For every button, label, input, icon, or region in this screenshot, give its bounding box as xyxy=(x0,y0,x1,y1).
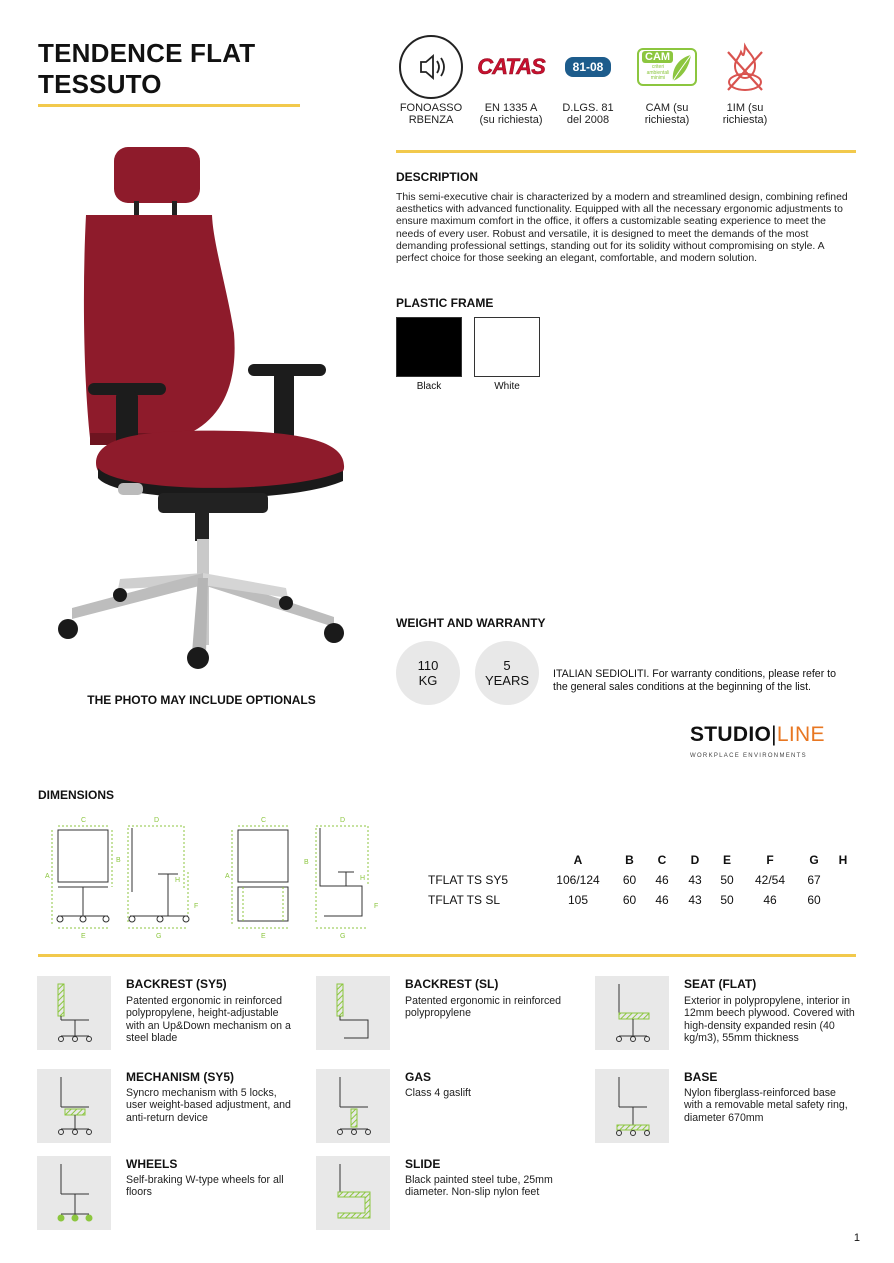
swatch-white xyxy=(474,317,540,377)
brand-name-left: STUDIO xyxy=(690,723,772,746)
warranty-value: 5 xyxy=(503,658,511,673)
cam-logo: CAM criteri ambientali minimi xyxy=(637,48,697,86)
dim-label-d1: D xyxy=(154,817,160,824)
dimension-drawings xyxy=(38,812,388,942)
dim-cell: 60 xyxy=(622,893,637,907)
feature-text: Self-braking W-type wheels for all floors xyxy=(126,1174,284,1199)
dim-label-a2: A xyxy=(225,873,230,880)
dim-label-f2: F xyxy=(374,903,379,910)
product-title-line1: TENDENCE FLAT xyxy=(38,38,256,68)
feature-title: SEAT (FLAT) xyxy=(684,977,757,991)
dim-cell xyxy=(825,890,861,910)
backrest-sy5-icon xyxy=(37,976,111,1050)
dim-col-c: C xyxy=(657,853,667,867)
brand-name-right: LINE xyxy=(776,723,825,746)
dim-cell: 42/54 xyxy=(754,873,786,887)
dim-cell: 106/124 xyxy=(556,873,600,887)
dim-label-b1: B xyxy=(116,857,121,864)
dimensions-table xyxy=(428,850,861,910)
feature-text: Exterior in polypropylene, interior in 12mm beech plywood. Covered with high-density expanded resin (40 kg/m3), 55mm thickness xyxy=(684,995,855,1044)
warranty-badge xyxy=(475,641,539,705)
swatch-white-label: White xyxy=(494,381,520,392)
dim-label-c2: C xyxy=(261,817,267,824)
dimensions-header-row xyxy=(428,850,861,870)
dim-cell xyxy=(825,870,861,890)
dim-cell: 43 xyxy=(688,893,702,907)
dim-col-f: F xyxy=(766,853,774,867)
base-icon xyxy=(595,1069,669,1143)
dim-cell: 43 xyxy=(688,873,702,887)
cert-catas-label: EN 1335 A (su richiesta) xyxy=(479,102,543,126)
dim-label-c1: C xyxy=(81,817,87,824)
cert-sound xyxy=(393,36,469,126)
brand-tagline: WORKPLACE ENVIRONMENTS xyxy=(690,753,807,759)
wheels-icon xyxy=(37,1156,111,1230)
dimensions-underline xyxy=(38,954,856,957)
feature-title: SLIDE xyxy=(405,1157,441,1171)
description-heading: DESCRIPTION xyxy=(396,170,479,184)
feature-text: Class 4 gaslift xyxy=(405,1087,471,1099)
feature-text: Syncro mechanism with 5 locks, user weight-based adjustment, and anti-return device xyxy=(126,1087,291,1124)
dim-label-b2: B xyxy=(304,859,309,866)
feature-title: GAS xyxy=(405,1070,432,1084)
product-title xyxy=(38,38,255,100)
dim-cell: 46 xyxy=(655,873,669,887)
catas-logo: CATAS xyxy=(477,54,545,79)
dim-cell: 67 xyxy=(807,873,821,887)
cert-fire xyxy=(707,36,783,126)
dim-label-d2: D xyxy=(340,817,346,824)
page-number: 1 xyxy=(853,1232,860,1244)
dim-label-e1: E xyxy=(81,933,86,940)
feature-title: BACKREST (SY5) xyxy=(126,977,227,991)
dim-col-a: A xyxy=(573,853,583,867)
dim-cell: 60 xyxy=(807,893,821,907)
feature-text: Patented ergonomic in reinforced polypropylene xyxy=(405,995,562,1020)
cert-underline xyxy=(396,150,856,153)
weight-badge xyxy=(396,641,460,705)
product-title-line2: TESSUTO xyxy=(38,69,162,99)
feature-title: WHEELS xyxy=(126,1157,178,1171)
table-row xyxy=(428,870,861,890)
feature-title: MECHANISM (SY5) xyxy=(126,1070,235,1084)
dim-cell: 50 xyxy=(720,893,734,907)
description-text: This semi-executive chair is characterized by a modern and streamlined design, combining refined aesthetics with advanced functionality. Equipped with all the necessary ergonomic adjustments to ensure maximum comfort in the office, it offers a customizable seating experience to meet the needs of every user. Robust and versatile, it is designed to meet the demands of the most demanding professional settings, standing out for its solidity without compromising on style. A perfect choice for those seeking an elegant, comfortable, and modern solution. xyxy=(396,192,848,265)
dim-label-a1: A xyxy=(45,873,50,880)
dim-cell: TFLAT TS SL xyxy=(428,893,501,907)
product-photo xyxy=(38,133,365,678)
cert-cam xyxy=(629,36,705,126)
dim-label-f1: F xyxy=(194,903,199,910)
brand-logo: STUDIO|LINE WORKPLACE ENVIRONMENTS xyxy=(690,723,825,759)
dim-col-h: H xyxy=(838,853,848,867)
fire-icon xyxy=(722,40,768,94)
backrest-sl-icon xyxy=(316,976,390,1050)
dim-cell: TFLAT TS SY5 xyxy=(428,873,509,887)
table-row xyxy=(428,890,861,910)
dim-col-g: G xyxy=(809,853,819,867)
feature-text: Patented ergonomic in reinforced polypropylene, height-adjustable with an Up&Down mechanism on a steel blade xyxy=(126,995,291,1044)
cert-sound-label: FONOASSO RBENZA xyxy=(399,102,463,126)
dim-col-d: D xyxy=(690,853,700,867)
slide-icon xyxy=(316,1156,390,1230)
weight-value: 110 xyxy=(417,658,439,673)
dim-col-blank xyxy=(428,850,548,870)
dim-cell: 46 xyxy=(763,893,777,907)
dim-col-e: E xyxy=(722,853,731,867)
cert-cam-label: CAM (su richiesta) xyxy=(644,102,690,126)
dim-label-g1: G xyxy=(156,933,162,940)
weight-warranty-heading: WEIGHT AND WARRANTY xyxy=(396,616,546,630)
dim-label-g2: G xyxy=(340,933,346,940)
cert-fire-label: 1IM (su richiesta) xyxy=(722,102,768,126)
title-underline xyxy=(38,104,300,107)
seat-icon xyxy=(595,976,669,1050)
dim-label-h2: H xyxy=(360,875,366,882)
cert-catas xyxy=(473,36,549,126)
warranty-unit: YEARS xyxy=(484,673,530,688)
feature-title: BACKREST (SL) xyxy=(405,977,499,991)
dim-cell: 50 xyxy=(720,873,734,887)
cert-dlgs xyxy=(550,36,626,126)
sound-icon xyxy=(398,34,464,100)
weight-unit: KG xyxy=(418,673,438,688)
dim-col-b: B xyxy=(625,853,634,867)
dim-cell: 60 xyxy=(622,873,637,887)
cert-dlgs-label: D.LGS. 81 del 2008 xyxy=(562,102,614,126)
swatch-black xyxy=(396,317,462,377)
gas-icon xyxy=(316,1069,390,1143)
dimensions-heading: DIMENSIONS xyxy=(38,788,115,802)
feature-text: Nylon fiberglass-reinforced base with a removable metal safety ring, diameter 670mm xyxy=(684,1087,848,1124)
mechanism-icon xyxy=(37,1069,111,1143)
plastic-frame-heading: PLASTIC FRAME xyxy=(396,296,494,310)
warranty-text: ITALIAN SEDIOLITI. For warranty conditions, please refer to the general sales conditions at the beginning of the list. xyxy=(553,668,836,693)
photo-caption: THE PHOTO MAY INCLUDE OPTIONALS xyxy=(87,693,316,707)
dim-cell: 105 xyxy=(567,893,589,907)
swatch-black-label: Black xyxy=(416,381,442,392)
dim-cell: 46 xyxy=(655,893,669,907)
dim-label-h1: H xyxy=(175,877,181,884)
feature-title: BASE xyxy=(684,1070,718,1084)
dim-label-e2: E xyxy=(261,933,266,940)
feature-text: Black painted steel tube, 25mm diameter. Non-slip nylon feet xyxy=(405,1174,553,1199)
dlgs-badge: 81-08 xyxy=(565,57,612,77)
